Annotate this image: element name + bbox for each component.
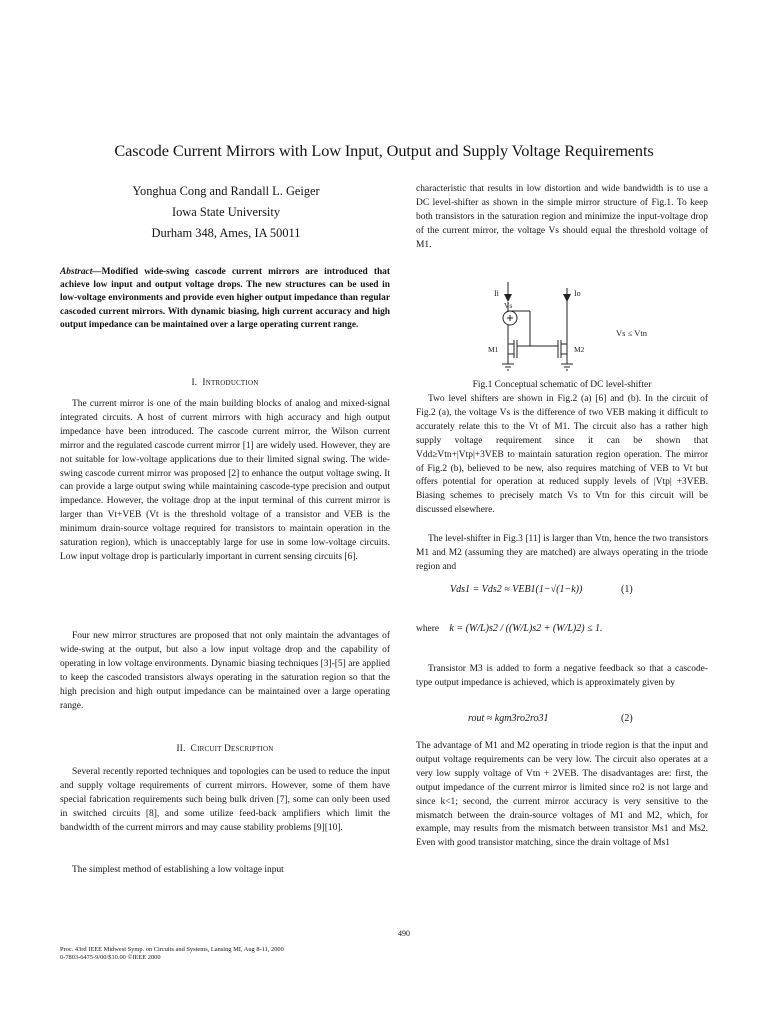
circuit-paragraph-2 [60,864,390,878]
right-paragraph-3 [416,533,708,575]
label-m2: M2 [574,345,585,354]
paper-title: Cascode Current Mirrors with Low Input, Output and Supply Voltage Requirements [114,141,654,160]
label-vs: Vs [504,301,513,310]
section-heading-circuit-description [60,744,390,754]
equation-1-number: (1) [621,584,633,595]
abstract-label: Abstract [60,267,93,277]
paragraph-text: Transistor M3 is added to form a negative feedback so that a cascode-type output impedance is achieved, which is approximately given by [416,664,708,688]
right-paragraph-2 [416,393,708,518]
equation-2-body: rout ≈ kgm3ro2ro31 [468,713,549,724]
author-address: Durham 348, Ames, IA 50011 [151,226,301,240]
abstract: Abstract—Modified wide-swing cascode current mirrors are introduced that achieve low input and output voltage drops. The new structures can be used in low-voltage environments and provide even higher output impedance than regular cascoded current mirrors. With dynamic biasing, high current accuracy and high output impedance can be maintained over a large operating current range. [60,267,390,330]
paragraph-text: The current mirror is one of the main building blocks of analog and mixed-signal integrated circuits. A host of current mirrors with high accuracy and high output impedance have been introduced. The cascode current mirror, the Wilson current mirror and the regulated cascode current mirror [1] are widely used. However, they are not suitable for low-voltage applications due to their limited signal swing. The wide-swing cascode current mirror was proposed [2] to enhance the output voltage swing. It can provide a large output swing while maintaining cascode-type precision and output impedance. However, the voltage drop at the input terminal of this current mirror is larger than Vt+VEB (Vt is the threshold voltage of a transistor and VEB is the minimum drain-source voltage required for transistors to maintain operation in the saturation region), which is unacceptably large for use in some low-voltage circuits. Low input voltage drop is particularly important in current sensing circuits [6]. [60,399,390,562]
page-number: 490 [398,929,410,938]
right-paragraph-1 [416,183,708,253]
right-paragraph-5 [416,740,708,851]
paragraph-text: The simplest method of establishing a low voltage input [72,865,284,875]
paragraph-text: Four new mirror structures are proposed that not only maintain the advantages of wide-swing at the output, but also a low input voltage drop and the capability of operating in low voltage environments. Dynamic biasing techniques [3]-[5] are applied to keep the cascoded transistors always operating in the saturation region so that the high precision and high output impedance can be maintained over a large operating range. [60,631,390,711]
k-definition-body: k = (W/L)s2 / ((W/L)s2 + (W/L)2) ≤ 1. [449,623,603,634]
k-definition [416,622,708,637]
footer-proceedings: Proc. 43rd IEEE Midwest Symp. on Circuits and Systems, Lansing MI, Aug 8-11, 2000 [60,946,284,953]
paragraph-text: Several recently reported techniques and topologies can be used to reduce the input and supply voltage requirements of current mirrors. However, some of them have special fabrication requirements such being bulk driven [7], some can only been used in switched circuits [8], and some utilize feed-back amplifiers which limit the bandwidth of the current mirrors and may cause stability problems [9][10]. [60,767,390,833]
equation-2 [416,713,708,729]
abstract-text: Modified wide-swing cascode current mirrors are introduced that achieve low input and output voltage drops. The new structures can be used in low-voltage environments and provide even higher output impedance than regular cascoded current mirrors. With dynamic biasing, high current accuracy and high output impedance can be maintained over a large operating current range. [60,267,390,330]
equation-1 [416,583,708,601]
footer [60,946,480,963]
equation-1-body: Vds1 = Vds2 ≈ VEB1(1−√(1−k)) [450,584,583,595]
section-title: Introduction [202,378,259,388]
figure-1-caption [416,379,708,393]
author-block [114,181,338,244]
paragraph-text: characteristic that results in low distortion and wide bandwidth is to use a DC level-shifter as shown in the simple mirror structure of Fig.1. To keep both transistors in the saturation region and minimize the input-voltage drop of the current mirror, the voltage Vs should equal the threshold voltage of M1. [416,184,708,250]
label-io: Io [574,289,581,298]
section-number: I. [191,378,198,388]
circuit-paragraph-1 [60,766,390,836]
section-title: Circuit Description [190,744,274,754]
label-condition: Vs ≤ Vtn [616,328,647,338]
section-heading-introduction [60,378,390,388]
right-paragraph-4 [416,663,708,691]
author-affiliation: Iowa State University [171,205,281,219]
equation-2-number: (2) [621,713,633,724]
paragraph-text: Two level shifters are shown in Fig.2 (a) [6] and (b). In the circuit of Fig.2 (a), the voltage Vs is the difference of two VEB making it difficult to accurately relate this to the Vt of M1. The circuit also has a rather high supply voltage requirement since it can be shown that Vdd≥Vtn+|Vtp|+3VEB to maintain saturation region operation. The mirror of Fig.2 (b), believed to be new, also requires matching of VEB to Vt but offers potential for operation at reduced supply levels of |Vtp| +3VEB. Biasing schemes to precisely match Vs to Vtn for this circuit will be discussed elsewhere. [416,394,708,516]
caption-text: Fig.1 Conceptual schematic of DC level-shifter [472,380,652,390]
intro-paragraph-1 [60,398,390,565]
author-names: Yonghua Cong and Randall L. Geiger [132,184,320,198]
where-label: where [416,624,440,634]
label-m1: M1 [488,345,499,354]
intro-paragraph-2 [60,630,390,713]
footer-isbn: 0-7803-6475-9/00/$10.00 ©IEEE 2000 [60,954,161,962]
figure-1-schematic [470,278,710,378]
section-number: II. [176,744,186,754]
schematic-svg [470,278,710,378]
paragraph-text: The advantage of M1 and M2 operating in triode region is that the input and output voltage requirements can be very low. The circuit also operates at a very low supply voltage of Vtn + 2VEB. The disadvantages are: first, the output impedance of the current mirror is limited since ro2 is not large and since k<1; second, the current mirror accuracy is very sensitive to the mismatch between the drain-source voltages of M1 and M2, which, for example, may results from the mismatch between transistor Ms1 and Ms2. Even with good transistor matching, since the drain voltage of Ms1 [416,741,708,849]
label-ii: Ii [494,289,499,298]
paragraph-text: The level-shifter in Fig.3 [11] is larger than Vtn, hence the two transistors M1 and M2 (assuming they are matched) are always operating in the triode region and [416,534,708,572]
